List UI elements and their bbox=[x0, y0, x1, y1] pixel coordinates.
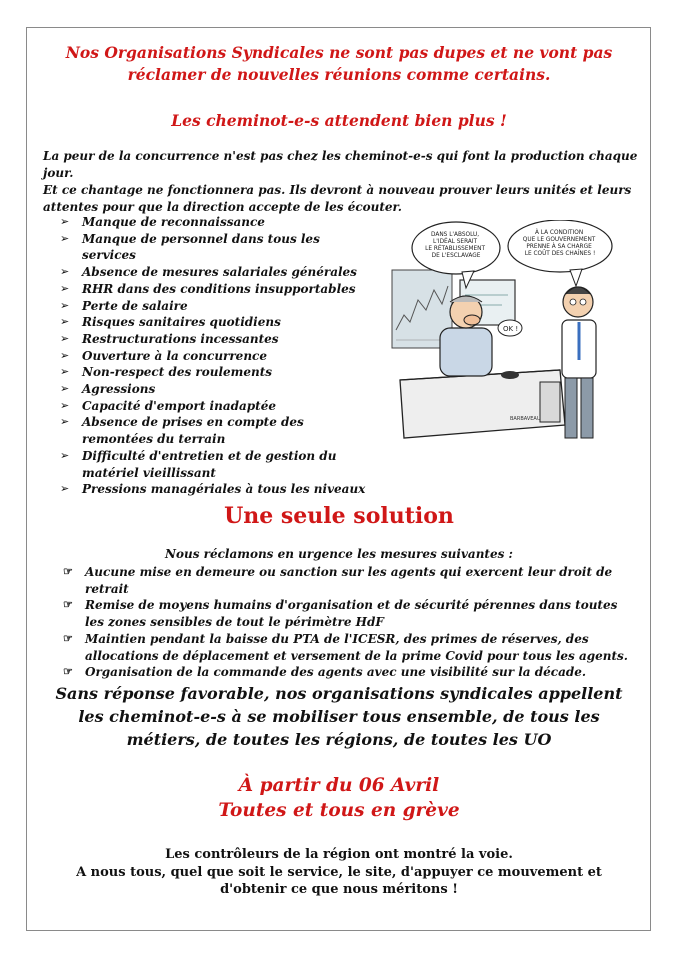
demands-list bbox=[63, 564, 638, 681]
chevron-right-icon: ➢ bbox=[60, 482, 70, 496]
grievance-item: ➢ Non-respect des roulements bbox=[60, 365, 273, 380]
chevron-right-icon: ➢ bbox=[60, 231, 70, 245]
closing-paragraph bbox=[30, 846, 648, 899]
intro-line-2: Et ce chantage ne fonctionnera pas. Ils devront à nouveau prouver leurs unités et leurs bbox=[43, 183, 632, 197]
closing-line-2: A nous tous, quel que soit le service, le site, d'appuyer ce mouvement et bbox=[76, 864, 602, 880]
strike-slogan: Toutes et tous en grève bbox=[218, 800, 460, 821]
appeal-line-1: Sans réponse favorable, nos organisations syndicales appellent bbox=[55, 684, 623, 703]
cartoon-signature: BARBAVEAU bbox=[510, 416, 541, 422]
chevron-right-icon: ➢ bbox=[60, 315, 70, 329]
chevron-right-icon: ➢ bbox=[60, 298, 70, 312]
chevron-right-icon: ➢ bbox=[60, 398, 70, 412]
chevron-right-icon: ➢ bbox=[60, 382, 70, 396]
pointing-hand-icon: ☞ bbox=[63, 631, 73, 645]
cartoon-bubble-small: OK ! bbox=[503, 325, 519, 333]
cartoon-right-line: À LA CONDITION bbox=[534, 230, 584, 236]
appeal-paragraph bbox=[30, 682, 648, 751]
strike-date: À partir du 06 Avril bbox=[238, 775, 440, 796]
demand-item: ☞ Aucune mise en demeure ou sanction sur les agents qui exercent leur droit de retrait bbox=[63, 565, 613, 596]
chevron-right-icon: ➢ bbox=[60, 331, 70, 345]
grievance-item: ➢ Ouverture à la concurrence bbox=[60, 348, 267, 363]
cartoon-left-line: DANS L'ABSOLU, bbox=[431, 232, 480, 238]
pointing-hand-icon: ☞ bbox=[63, 665, 73, 679]
grievance-item: ➢ Manque de reconnaissance bbox=[60, 215, 265, 229]
chevron-right-icon: ➢ bbox=[60, 348, 70, 362]
subheadline: Les cheminot-e-s attendent bien plus ! bbox=[171, 111, 507, 130]
intro-line-1: La peur de la concurrence n'est pas chez les cheminot-e-s qui font la production chaque jour. bbox=[43, 149, 638, 180]
headline-line-2: réclamer de nouvelles réunions comme certains. bbox=[127, 65, 551, 84]
chevron-right-icon: ➢ bbox=[60, 365, 70, 379]
intro-line-3: attentes pour que la direction accepte de les écouter. bbox=[43, 200, 402, 214]
cartoon-illustration bbox=[390, 220, 626, 460]
grievance-item: ➢ Absence de prises en compte des remontées du terrain bbox=[60, 415, 304, 447]
cartoon-left-line: L'IDÉAL SERAIT bbox=[433, 239, 478, 245]
chevron-right-icon: ➢ bbox=[60, 215, 70, 228]
cartoon-left-line: DE L'ESCLAVAGE bbox=[431, 253, 481, 259]
headline bbox=[30, 42, 648, 86]
demand-item: ☞ Maintien pendant la baisse du PTA de l'ICESR, des primes de réserves, des allocations de déplacement et versement de la prime Covid pour tous les agents. bbox=[63, 631, 628, 663]
grievance-item: ➢ RHR dans des conditions insupportables bbox=[60, 281, 356, 296]
pointing-hand-icon: ☞ bbox=[63, 598, 73, 612]
grievance-item: ➢ Absence de mesures salariales générales bbox=[60, 265, 357, 280]
chevron-right-icon: ➢ bbox=[60, 415, 70, 429]
chevron-right-icon: ➢ bbox=[60, 265, 70, 279]
solution-title: Une seule solution bbox=[224, 503, 454, 529]
chevron-right-icon: ➢ bbox=[60, 448, 70, 462]
cartoon-right-line: QUE LE GOUVERNEMENT bbox=[522, 237, 596, 243]
intro-paragraph bbox=[43, 148, 643, 216]
grievance-item: ➢ Pressions managériales à tous les niveaux bbox=[60, 482, 366, 497]
strike-call bbox=[30, 773, 648, 823]
svg-text:DANS L'ABSOLU, L'IDÉAL SER bbox=[425, 232, 487, 259]
appeal-line-2: les cheminot-e-s à se mobiliser tous ensemble, de tous les bbox=[78, 707, 600, 726]
grievance-item: ➢ Restructurations incessantes bbox=[60, 331, 279, 346]
demand-item: ☞ Organisation de la commande des agents avec une visibilité sur la décade. bbox=[63, 665, 587, 680]
cartoon-right-line: LE COÛT DES CHAÎNES ! bbox=[524, 251, 596, 257]
pointing-hand-icon: ☞ bbox=[63, 565, 73, 578]
grievance-item: ➢ Capacité d'emport inadaptée bbox=[60, 398, 276, 413]
cartoon-right-line: PRENNE À SA CHARGE bbox=[526, 244, 592, 250]
grievance-item: ➢ Risques sanitaires quotidiens bbox=[60, 315, 281, 330]
grievance-item: ➢ Difficulté d'entretien et de gestion du matériel vieillissant bbox=[60, 448, 337, 480]
grievance-item: ➢ Manque de personnel dans tous les services bbox=[60, 231, 320, 263]
cartoon-left-line: LE RÉTABLISSEMENT bbox=[425, 246, 486, 252]
chevron-right-icon: ➢ bbox=[60, 281, 70, 295]
grievance-list bbox=[60, 214, 370, 498]
closing-line-3: d'obtenir ce que nous méritons ! bbox=[220, 882, 458, 897]
headline-line-1: Nos Organisations Syndicales ne sont pas dupes et ne vont pas bbox=[65, 43, 613, 62]
closing-line-1: Les contrôleurs de la région ont montré la voie. bbox=[165, 847, 513, 862]
grievance-item: ➢ Perte de salaire bbox=[60, 298, 188, 313]
demands-intro: Nous réclamons en urgence les mesures suivantes : bbox=[165, 547, 513, 561]
appeal-line-3: métiers, de toutes les régions, de toutes les UO bbox=[126, 730, 552, 749]
grievance-item: ➢ Agressions bbox=[60, 382, 156, 397]
demand-item: ☞ Remise de moyens humains d'organisation et de sécurité pérennes dans toutes les zones sensibles de tout le périmètre HdF bbox=[63, 598, 618, 630]
